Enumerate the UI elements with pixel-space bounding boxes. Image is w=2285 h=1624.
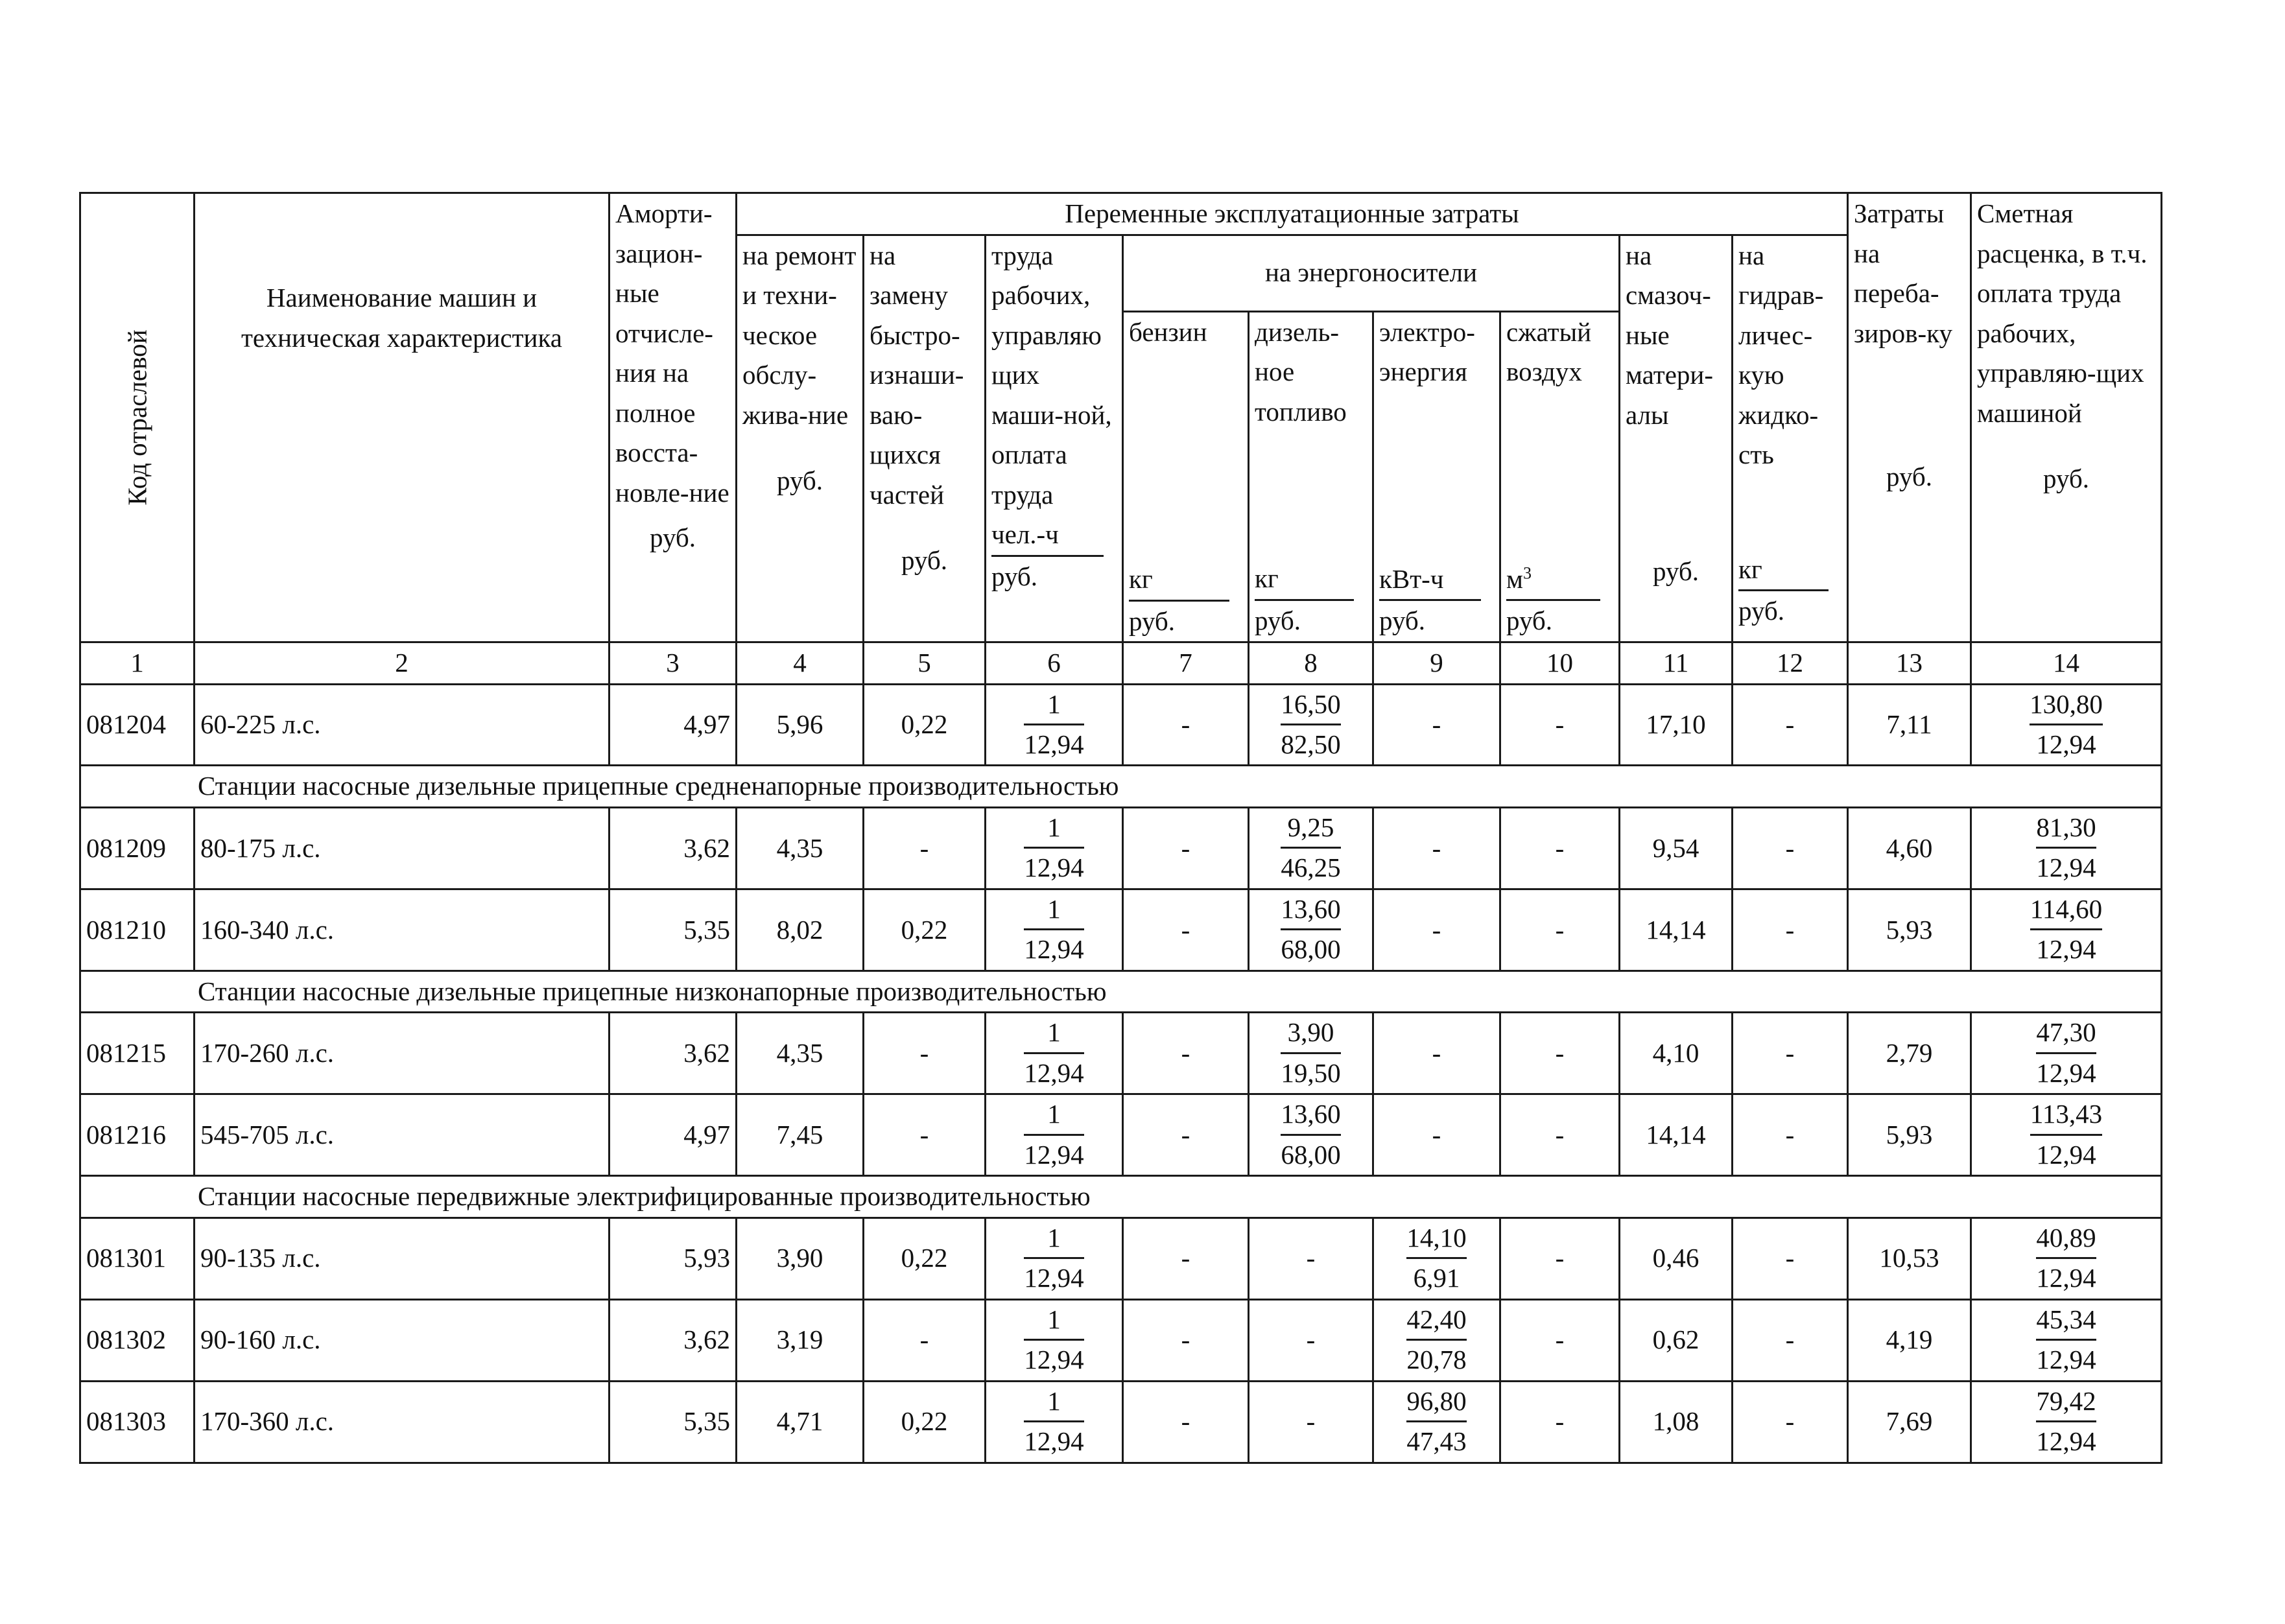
- header-air-unit-top: [1506, 559, 1600, 602]
- row-estimate: [1971, 1094, 2162, 1176]
- row-estimate-fraction: [2036, 1382, 2096, 1461]
- row-lubricants: 17,10: [1620, 684, 1733, 766]
- row-name: 80-175 л.с.: [195, 807, 610, 889]
- row-relocation: 4,19: [1848, 1299, 1971, 1381]
- row-estimate-bottom: 12,94: [2036, 1139, 2096, 1170]
- row-labor-fraction: [1024, 1300, 1083, 1380]
- row-diesel-fraction: [1281, 808, 1340, 888]
- row-labor-fraction: [1024, 1219, 1083, 1298]
- row-diesel-bottom: 68,00: [1281, 934, 1341, 965]
- column-number: 1: [80, 642, 195, 685]
- table-row: [80, 807, 2162, 889]
- header-lubricants-unit: руб.: [1652, 556, 1699, 586]
- column-number: 9: [1373, 642, 1500, 685]
- row-hydraulic: -: [1733, 1299, 1848, 1381]
- header-labor: [986, 235, 1123, 642]
- header-petrol-unit-top: кг: [1129, 559, 1229, 602]
- machine-operating-costs-table: [79, 192, 2162, 1464]
- row-diesel-top: 9,25: [1281, 808, 1340, 849]
- header-variable-costs: Переменные эксплуатационные затраты: [737, 193, 1848, 235]
- row-electric: -: [1373, 1094, 1500, 1176]
- row-estimate: [1971, 1299, 2162, 1381]
- row-parts: 0,22: [864, 889, 986, 971]
- column-number: 14: [1971, 642, 2162, 685]
- row-repair: 5,96: [737, 684, 864, 766]
- row-labor-bottom: 12,94: [1024, 1345, 1084, 1375]
- header-diesel-label: дизель-ное топливо: [1255, 316, 1347, 427]
- row-hydraulic: -: [1733, 1013, 1848, 1094]
- header-labor-unit-top: чел.-ч: [991, 515, 1104, 557]
- row-diesel: [1249, 889, 1373, 971]
- group-heading: Станции насосные передвижные электрифицированные производительностью: [80, 1176, 2162, 1218]
- header-amortization: [610, 193, 737, 642]
- row-labor-top: 1: [1024, 685, 1083, 725]
- row-labor-fraction: [1024, 1013, 1083, 1092]
- row-diesel: [1249, 807, 1373, 889]
- row-labor-bottom: 12,94: [1024, 1057, 1084, 1088]
- row-estimate: [1971, 1218, 2162, 1299]
- column-number: 4: [737, 642, 864, 685]
- group-heading-row: [80, 971, 2162, 1013]
- row-electric-fraction: [1406, 1382, 1466, 1461]
- row-electric: -: [1373, 889, 1500, 971]
- row-diesel-fraction: [1281, 890, 1340, 969]
- row-labor-top: 1: [1024, 890, 1083, 930]
- row-electric-top: 14,10: [1406, 1219, 1466, 1259]
- row-electric-fraction: [1406, 1219, 1466, 1298]
- header-energy: на энергоносители: [1123, 235, 1620, 311]
- row-diesel-top: 13,60: [1281, 890, 1340, 930]
- row-electric-fraction: [1406, 1300, 1466, 1380]
- header-electric-unit-top: кВт-ч: [1379, 559, 1481, 602]
- header-parts-label: на замену быстро-изнаши-ваю-щихся частей: [870, 240, 964, 510]
- row-estimate: [1971, 684, 2162, 766]
- row-amortization: 3,62: [610, 1013, 737, 1094]
- row-relocation: 10,53: [1848, 1218, 1971, 1299]
- header-air-label: сжатый воздух: [1506, 316, 1592, 386]
- row-electric: -: [1373, 1013, 1500, 1094]
- row-petrol: -: [1123, 684, 1249, 766]
- column-number: 5: [864, 642, 986, 685]
- row-name: 60-225 л.с.: [195, 684, 610, 766]
- row-labor-top: 1: [1024, 1300, 1083, 1341]
- row-parts: 0,22: [864, 1381, 986, 1463]
- header-labor-label: труда рабочих, управляю щих маши-ной, оплата труда: [991, 240, 1112, 510]
- row-electric-top: 96,80: [1406, 1382, 1466, 1422]
- row-estimate-top: 79,42: [2036, 1382, 2096, 1422]
- column-number-row: [80, 642, 2162, 685]
- row-estimate-top: 81,30: [2036, 808, 2096, 849]
- row-hydraulic: -: [1733, 889, 1848, 971]
- row-estimate-top: 45,34: [2036, 1300, 2096, 1341]
- row-hydraulic: -: [1733, 807, 1848, 889]
- row-electric-bottom: 6,91: [1413, 1263, 1460, 1293]
- row-estimate-top: 113,43: [2030, 1095, 2102, 1135]
- header-electric-unit-bot: руб.: [1379, 606, 1426, 635]
- row-code: 081210: [80, 889, 195, 971]
- header-parts-unit: руб.: [901, 545, 948, 575]
- row-estimate-fraction: [2030, 685, 2103, 764]
- column-number: 11: [1620, 642, 1733, 685]
- table-row: [80, 1299, 2162, 1381]
- header-diesel-unit-top: кг: [1255, 559, 1354, 601]
- row-estimate-fraction: [2036, 808, 2096, 888]
- row-labor-top: 1: [1024, 1219, 1083, 1259]
- column-number: 3: [610, 642, 737, 685]
- row-lubricants: 14,14: [1620, 1094, 1733, 1176]
- row-electric-bottom: 47,43: [1406, 1426, 1467, 1456]
- row-name: 90-160 л.с.: [195, 1299, 610, 1381]
- row-repair: 8,02: [737, 889, 864, 971]
- row-relocation: 7,11: [1848, 684, 1971, 766]
- row-labor-fraction: [1024, 890, 1083, 969]
- row-lubricants: 4,10: [1620, 1013, 1733, 1094]
- table-body: [80, 684, 2162, 1463]
- group-heading: Станции насосные дизельные прицепные низконапорные производительностью: [80, 971, 2162, 1013]
- header-hydraulic-unit-top: кг: [1738, 550, 1829, 592]
- row-air: -: [1500, 1094, 1620, 1176]
- row-petrol: -: [1123, 1381, 1249, 1463]
- row-name: 160-340 л.с.: [195, 889, 610, 971]
- row-diesel: [1249, 1094, 1373, 1176]
- header-amortization-label: Аморти-зацион-ные отчисле-ния на полное восста-новле-ние: [615, 198, 729, 508]
- row-estimate-fraction: [2036, 1219, 2096, 1298]
- row-lubricants: 1,08: [1620, 1381, 1733, 1463]
- row-repair: 4,35: [737, 807, 864, 889]
- row-air: -: [1500, 889, 1620, 971]
- header-lubricants-label: на смазоч-ные матери-алы: [1626, 240, 1714, 430]
- row-labor: [986, 1013, 1123, 1094]
- row-hydraulic: -: [1733, 684, 1848, 766]
- row-labor-top: 1: [1024, 1382, 1083, 1422]
- header-lubricants: [1620, 235, 1733, 642]
- header-repair-label: на ремонт и техни-ческое обслу-жива-ние: [742, 240, 857, 430]
- row-name: 90-135 л.с.: [195, 1218, 610, 1299]
- header-relocation: [1848, 193, 1971, 642]
- row-relocation: 4,60: [1848, 807, 1971, 889]
- row-hydraulic: -: [1733, 1381, 1848, 1463]
- row-estimate-top: 40,89: [2036, 1219, 2096, 1259]
- row-air: -: [1500, 1299, 1620, 1381]
- row-petrol: -: [1123, 1218, 1249, 1299]
- row-labor: [986, 684, 1123, 766]
- column-number: 10: [1500, 642, 1620, 685]
- row-labor: [986, 889, 1123, 971]
- row-labor-top: 1: [1024, 808, 1083, 849]
- table-header: [80, 193, 2162, 685]
- header-parts: [864, 235, 986, 642]
- row-parts: -: [864, 1094, 986, 1176]
- row-code: 081204: [80, 684, 195, 766]
- row-labor: [986, 1299, 1123, 1381]
- row-estimate-bottom: 12,94: [2036, 1426, 2096, 1456]
- row-repair: 4,71: [737, 1381, 864, 1463]
- table-row: [80, 1218, 2162, 1299]
- row-code: 081301: [80, 1218, 195, 1299]
- row-labor: [986, 807, 1123, 889]
- row-labor: [986, 1218, 1123, 1299]
- row-repair: 3,19: [737, 1299, 864, 1381]
- header-air: [1500, 311, 1620, 642]
- header-hydraulic-label: на гидрав-личес-кую жидко-сть: [1738, 240, 1824, 469]
- row-petrol: -: [1123, 1013, 1249, 1094]
- row-lubricants: 0,46: [1620, 1218, 1733, 1299]
- row-electric-top: 42,40: [1406, 1300, 1466, 1341]
- row-air: -: [1500, 1013, 1620, 1094]
- row-labor-bottom: 12,94: [1024, 1263, 1084, 1293]
- row-labor-bottom: 12,94: [1024, 1426, 1084, 1456]
- row-code: 081216: [80, 1094, 195, 1176]
- row-estimate-bottom: 12,94: [2036, 934, 2096, 965]
- column-number: 2: [195, 642, 610, 685]
- row-code: 081209: [80, 807, 195, 889]
- row-diesel-bottom: 82,50: [1281, 729, 1341, 759]
- header-estimate-label: Сметная расценка, в т.ч. оплата труда рабочих, управляю-щих машиной: [1977, 198, 2148, 428]
- row-repair: 7,45: [737, 1094, 864, 1176]
- row-electric: [1373, 1299, 1500, 1381]
- column-number: 12: [1733, 642, 1848, 685]
- row-electric: -: [1373, 807, 1500, 889]
- row-estimate: [1971, 1381, 2162, 1463]
- row-hydraulic: -: [1733, 1218, 1848, 1299]
- row-amortization: 4,97: [610, 684, 737, 766]
- column-number: 13: [1848, 642, 1971, 685]
- row-labor-bottom: 12,94: [1024, 934, 1084, 965]
- column-number: 8: [1249, 642, 1373, 685]
- header-repair: [737, 235, 864, 642]
- row-petrol: -: [1123, 807, 1249, 889]
- row-code: 081302: [80, 1299, 195, 1381]
- row-estimate-fraction: [2036, 1300, 2096, 1380]
- row-diesel: -: [1249, 1218, 1373, 1299]
- header-electric: [1373, 311, 1500, 642]
- row-relocation: 5,93: [1848, 1094, 1971, 1176]
- column-number: 7: [1123, 642, 1249, 685]
- row-diesel: [1249, 684, 1373, 766]
- row-labor: [986, 1381, 1123, 1463]
- row-estimate: [1971, 889, 2162, 971]
- row-electric-bottom: 20,78: [1406, 1345, 1467, 1375]
- row-estimate-top: 47,30: [2036, 1013, 2096, 1053]
- row-labor-bottom: 12,94: [1024, 1139, 1084, 1170]
- header-code: [80, 193, 195, 642]
- header-petrol: [1123, 311, 1249, 642]
- row-estimate: [1971, 807, 2162, 889]
- table-row: [80, 1094, 2162, 1176]
- header-hydraulic-unit-bot: руб.: [1738, 596, 1785, 626]
- row-labor: [986, 1094, 1123, 1176]
- header-petrol-label: бензин: [1129, 316, 1207, 347]
- row-parts: 0,22: [864, 684, 986, 766]
- row-electric: -: [1373, 684, 1500, 766]
- group-heading-row: [80, 766, 2162, 808]
- header-air-unit-sup: 3: [1522, 563, 1532, 582]
- row-estimate-top: 130,80: [2030, 685, 2103, 725]
- table-row: [80, 1013, 2162, 1094]
- row-lubricants: 14,14: [1620, 889, 1733, 971]
- row-estimate-fraction: [2030, 890, 2102, 969]
- row-parts: -: [864, 1299, 986, 1381]
- row-amortization: 3,62: [610, 1299, 737, 1381]
- row-diesel-bottom: 46,25: [1281, 853, 1341, 883]
- header-diesel: [1249, 311, 1373, 642]
- row-amortization: 4,97: [610, 1094, 737, 1176]
- row-estimate-bottom: 12,94: [2036, 853, 2096, 883]
- row-diesel-fraction: [1281, 1095, 1340, 1174]
- header-relocation-label: Затраты на переба-зиров-ку: [1854, 198, 1953, 348]
- row-amortization: 5,35: [610, 889, 737, 971]
- row-diesel-fraction: [1281, 685, 1340, 764]
- row-parts: -: [864, 1013, 986, 1094]
- row-repair: 3,90: [737, 1218, 864, 1299]
- row-amortization: 5,93: [610, 1218, 737, 1299]
- header-electric-label: электро-энергия: [1379, 316, 1475, 386]
- header-code-label: Код отраслевой: [121, 329, 152, 506]
- row-air: -: [1500, 807, 1620, 889]
- row-parts: 0,22: [864, 1218, 986, 1299]
- row-labor-bottom: 12,94: [1024, 729, 1084, 759]
- row-diesel-bottom: 19,50: [1281, 1057, 1341, 1088]
- row-labor-top: 1: [1024, 1095, 1083, 1135]
- row-parts: -: [864, 807, 986, 889]
- header-estimate: [1971, 193, 2162, 642]
- row-name: 170-260 л.с.: [195, 1013, 610, 1094]
- row-lubricants: 9,54: [1620, 807, 1733, 889]
- header-estimate-unit: руб.: [2043, 464, 2090, 493]
- row-relocation: 5,93: [1848, 889, 1971, 971]
- table-row: [80, 1381, 2162, 1463]
- row-estimate-fraction: [2036, 1013, 2096, 1092]
- row-diesel-bottom: 68,00: [1281, 1139, 1341, 1170]
- row-estimate-bottom: 12,94: [2036, 1345, 2096, 1375]
- header-amortization-unit: руб.: [649, 523, 696, 552]
- group-heading-row: [80, 1176, 2162, 1218]
- row-electric: [1373, 1218, 1500, 1299]
- row-lubricants: 0,62: [1620, 1299, 1733, 1381]
- row-air: -: [1500, 1218, 1620, 1299]
- row-hydraulic: -: [1733, 1094, 1848, 1176]
- row-diesel-top: 13,60: [1281, 1095, 1340, 1135]
- header-diesel-unit-bot: руб.: [1255, 605, 1301, 635]
- row-diesel-top: 3,90: [1281, 1013, 1340, 1053]
- header-air-unit-bot: руб.: [1506, 606, 1553, 635]
- row-code: 081303: [80, 1381, 195, 1463]
- row-electric: [1373, 1381, 1500, 1463]
- row-petrol: -: [1123, 1094, 1249, 1176]
- group-heading: Станции насосные дизельные прицепные средненапорные производительностью: [80, 766, 2162, 808]
- row-labor-fraction: [1024, 1095, 1083, 1174]
- header-relocation-unit: руб.: [1886, 462, 1933, 491]
- rates-table-wrapper: [79, 192, 2161, 1464]
- row-name: 170-360 л.с.: [195, 1381, 610, 1463]
- header-name: Наименование машин и техническая характеристика: [195, 193, 610, 642]
- row-estimate: [1971, 1013, 2162, 1094]
- row-petrol: -: [1123, 1299, 1249, 1381]
- table-row: [80, 889, 2162, 971]
- row-labor-fraction: [1024, 808, 1083, 888]
- row-diesel: [1249, 1013, 1373, 1094]
- row-amortization: 3,62: [610, 807, 737, 889]
- row-estimate-bottom: 12,94: [2036, 729, 2096, 759]
- row-labor-fraction: [1024, 685, 1083, 764]
- row-relocation: 7,69: [1848, 1381, 1971, 1463]
- row-labor-bottom: 12,94: [1024, 853, 1084, 883]
- header-petrol-unit-bot: руб.: [1129, 606, 1176, 636]
- row-labor-top: 1: [1024, 1013, 1083, 1053]
- table-row: [80, 684, 2162, 766]
- row-diesel: -: [1249, 1299, 1373, 1381]
- header-labor-unit-bot: руб.: [991, 561, 1038, 591]
- column-number: 6: [986, 642, 1123, 685]
- header-air-unit-m: м: [1506, 563, 1523, 594]
- row-estimate-top: 114,60: [2030, 890, 2102, 930]
- header-repair-unit: руб.: [776, 465, 823, 495]
- row-diesel-top: 16,50: [1281, 685, 1340, 725]
- row-amortization: 5,35: [610, 1381, 737, 1463]
- row-petrol: -: [1123, 889, 1249, 971]
- row-air: -: [1500, 684, 1620, 766]
- row-code: 081215: [80, 1013, 195, 1094]
- row-name: 545-705 л.с.: [195, 1094, 610, 1176]
- row-estimate-bottom: 12,94: [2036, 1057, 2096, 1088]
- row-repair: 4,35: [737, 1013, 864, 1094]
- row-diesel-fraction: [1281, 1013, 1340, 1092]
- row-diesel: -: [1249, 1381, 1373, 1463]
- header-hydraulic: [1733, 235, 1848, 642]
- row-estimate-bottom: 12,94: [2036, 1263, 2096, 1293]
- row-labor-fraction: [1024, 1382, 1083, 1461]
- row-air: -: [1500, 1381, 1620, 1463]
- row-estimate-fraction: [2030, 1095, 2102, 1174]
- row-relocation: 2,79: [1848, 1013, 1971, 1094]
